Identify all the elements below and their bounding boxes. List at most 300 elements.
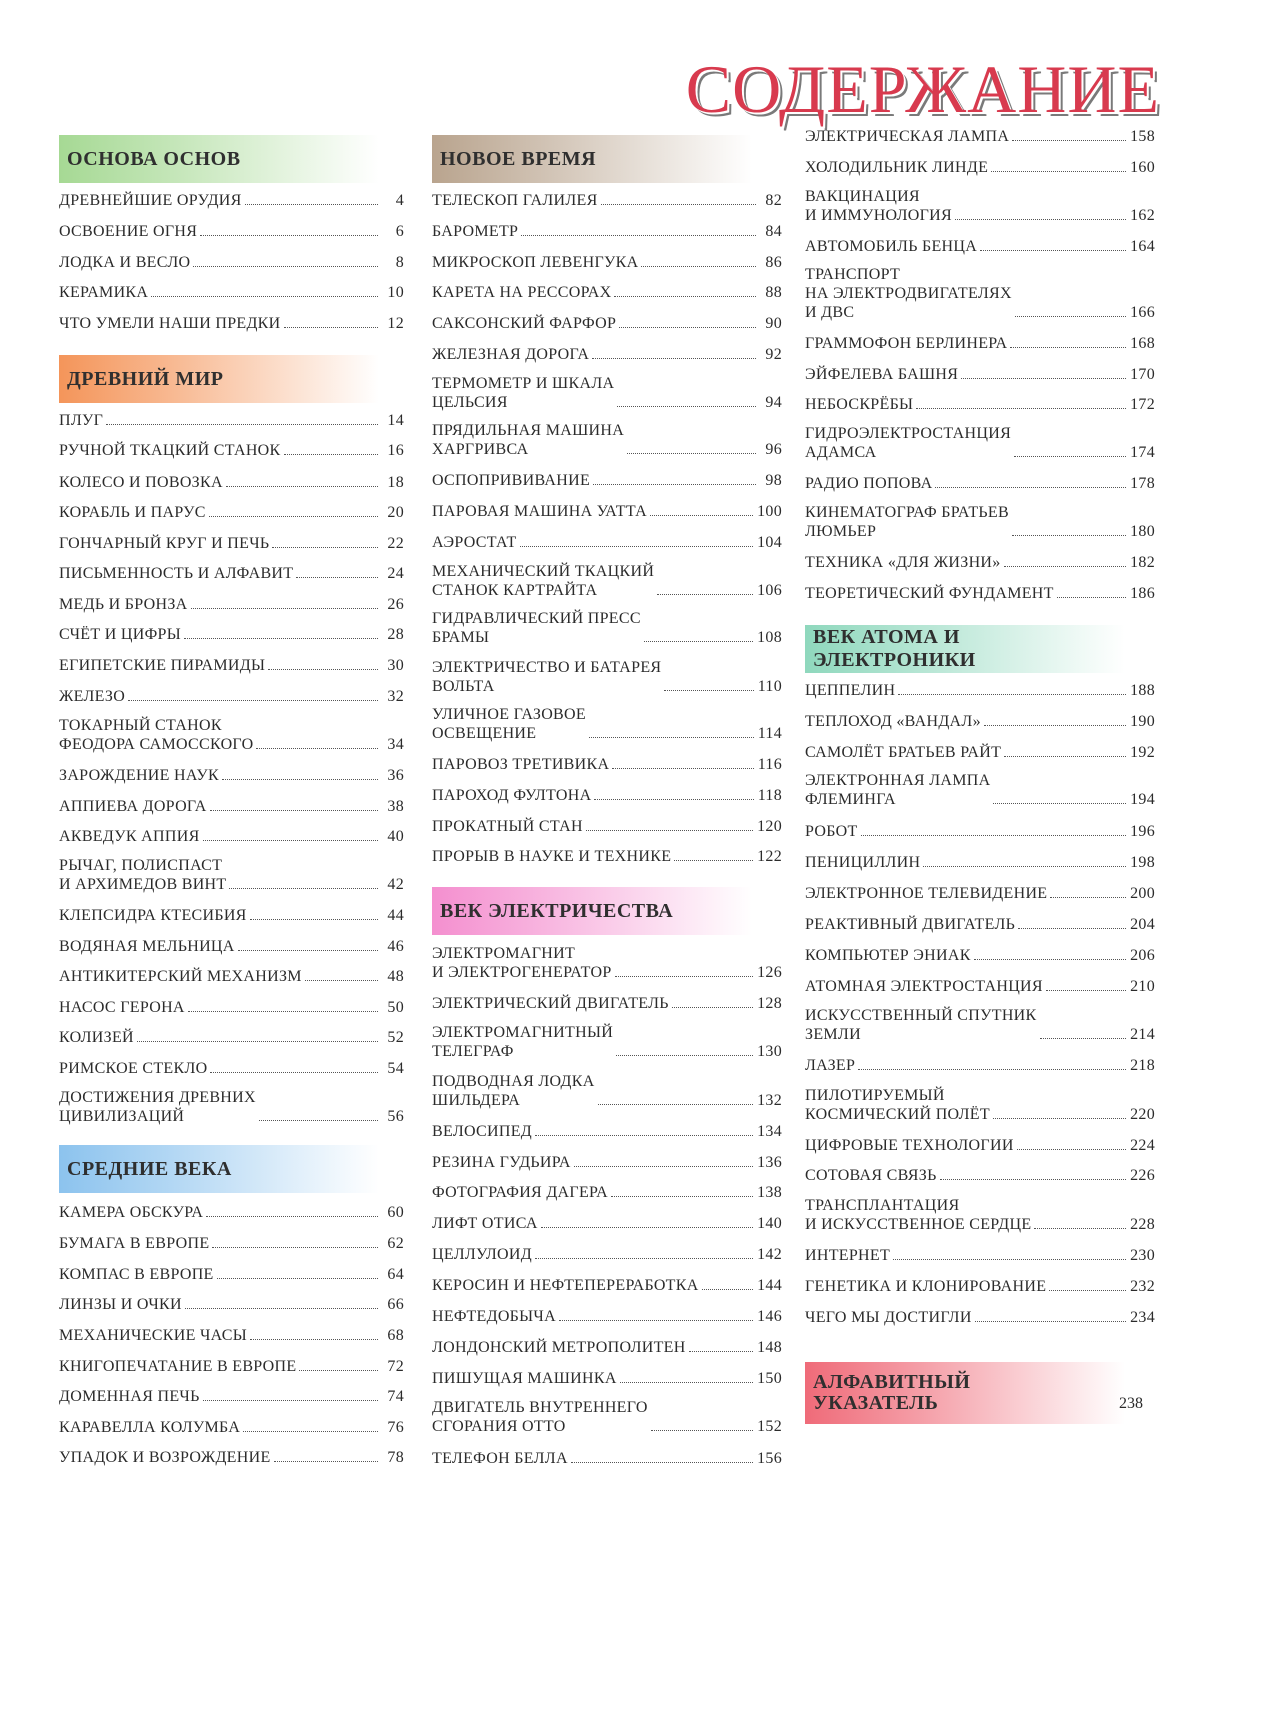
toc-entry-title: КОЛИЗЕЙ — [59, 1029, 134, 1046]
section-header-основа-основ[interactable] — [59, 135, 379, 183]
dot-leader — [1018, 928, 1126, 929]
section-header-новое-время[interactable] — [432, 135, 752, 183]
toc-entry-title: АППИЕВА ДОРОГА — [59, 798, 207, 815]
toc-entry-page: 34 — [387, 736, 404, 753]
dot-leader — [250, 919, 378, 920]
dot-leader — [980, 250, 1126, 251]
toc-entry[interactable] — [59, 503, 404, 522]
toc-entry[interactable] — [805, 424, 1155, 462]
toc-entry[interactable] — [805, 127, 1155, 146]
dot-leader — [1012, 535, 1126, 536]
dot-leader — [620, 1382, 753, 1383]
toc-entry-title: МИКРОСКОП ЛЕВЕНГУКА — [432, 254, 639, 271]
toc-entry-page: 10 — [387, 284, 404, 301]
toc-entry-title: УПАДОК И ВОЗРОЖДЕНИЕ — [59, 1449, 271, 1466]
toc-entry[interactable] — [432, 1122, 782, 1141]
toc-entry-page: 218 — [1130, 1057, 1155, 1074]
toc-entry[interactable] — [59, 191, 404, 210]
toc-entry-title: ПОДВОДНАЯ ЛОДКА ШИЛЬДЕРА — [432, 1073, 595, 1109]
toc-entry-title: КАРАВЕЛЛА КОЛУМБА — [59, 1419, 241, 1436]
toc-entry[interactable] — [432, 1183, 782, 1202]
toc-entry[interactable] — [59, 766, 404, 785]
dot-leader — [1012, 140, 1126, 141]
toc-entry[interactable] — [805, 334, 1155, 353]
toc-entry[interactable] — [805, 237, 1155, 256]
toc-entry-title: ТЕХНИКА «ДЛЯ ЖИЗНИ» — [805, 554, 1001, 571]
toc-entry[interactable] — [432, 1153, 782, 1172]
toc-entry[interactable] — [432, 562, 782, 600]
dot-leader — [614, 296, 756, 297]
toc-entry-page: 12 — [387, 315, 404, 332]
toc-entry-page: 162 — [1130, 207, 1155, 224]
dot-leader — [191, 608, 378, 609]
toc-entry-title: ЦЕЛЛУЛОИД — [432, 1246, 532, 1263]
toc-entry[interactable] — [805, 1086, 1155, 1124]
toc-entry-title: КОМПАС В ЕВРОПЕ — [59, 1266, 214, 1283]
dot-leader — [535, 1258, 753, 1259]
toc-entry-title: РОБОТ — [805, 823, 858, 840]
dot-leader — [203, 840, 378, 841]
toc-entry[interactable] — [59, 595, 404, 614]
toc-entry[interactable] — [59, 1234, 404, 1253]
toc-entry[interactable] — [432, 609, 782, 647]
dot-leader — [559, 1320, 753, 1321]
toc-entry-title: ЧЕГО МЫ ДОСТИГЛИ — [805, 1309, 972, 1326]
toc-entry-title: БУМАГА В ЕВРОПЕ — [59, 1235, 210, 1252]
toc-entry-title: БАРОМЕТР — [432, 223, 519, 240]
toc-entry-page: 32 — [387, 688, 404, 705]
toc-entry[interactable] — [59, 716, 404, 754]
toc-entry[interactable] — [432, 1369, 782, 1388]
dot-leader — [991, 171, 1126, 172]
dot-leader — [274, 1461, 378, 1462]
toc-entry-page: 98 — [765, 472, 782, 489]
toc-entry-title: ЭЛЕКТРОМАГНИТНЫЙ ТЕЛЕГРАФ — [432, 1024, 614, 1060]
dot-leader — [238, 950, 378, 951]
toc-entry[interactable] — [805, 1056, 1155, 1075]
toc-entry-title: ОСВОЕНИЕ ОГНЯ — [59, 223, 198, 240]
dot-leader — [916, 408, 1126, 409]
toc-entry[interactable] — [805, 977, 1155, 996]
toc-entry[interactable] — [59, 1265, 404, 1284]
toc-entry-title: НАСОС ГЕРОНА — [59, 999, 185, 1016]
dot-leader — [299, 1370, 378, 1371]
toc-entry-title: ЧТО УМЕЛИ НАШИ ПРЕДКИ — [59, 315, 281, 332]
toc-entry-title: ЭЛЕКТРОМАГНИТ И ЭЛЕКТРОГЕНЕРАТОР — [432, 945, 612, 981]
dot-leader — [650, 515, 753, 516]
toc-entry-title: ДВИГАТЕЛЬ ВНУТРЕННЕГО СГОРАНИЯ ОТТО — [432, 1399, 648, 1435]
toc-entry[interactable] — [432, 1276, 782, 1295]
dot-leader — [1004, 756, 1126, 757]
toc-entry[interactable] — [432, 471, 782, 490]
section-header-древний-мир[interactable] — [59, 355, 379, 403]
toc-entry-page: 138 — [757, 1184, 782, 1201]
toc-entry-title: ГЕНЕТИКА И КЛОНИРОВАНИЕ — [805, 1278, 1047, 1295]
toc-entry[interactable] — [805, 503, 1155, 541]
section-title: ВЕК АТОМА И ЭЛЕКТРОНИКИ — [813, 626, 976, 671]
dot-leader — [984, 725, 1126, 726]
toc-entry[interactable] — [432, 253, 782, 272]
toc-entry[interactable] — [432, 533, 782, 552]
toc-entry[interactable] — [805, 771, 1155, 809]
section-title: НОВОЕ ВРЕМЯ — [440, 147, 597, 170]
toc-entry[interactable] — [432, 755, 782, 774]
toc-entry-page: 74 — [387, 1388, 404, 1405]
toc-entry[interactable] — [805, 584, 1155, 603]
dot-leader — [210, 810, 378, 811]
dot-leader — [217, 1278, 378, 1279]
toc-entry[interactable] — [432, 421, 782, 459]
toc-entry[interactable] — [59, 283, 404, 302]
toc-entry-title: ЕГИПЕТСКИЕ ПИРАМИДЫ — [59, 657, 266, 674]
toc-entry-page: 228 — [1130, 1216, 1155, 1233]
toc-entry-page: 26 — [387, 596, 404, 613]
dot-leader — [222, 779, 378, 780]
dot-leader — [229, 888, 378, 889]
toc-entry[interactable] — [805, 1136, 1155, 1155]
dot-leader — [1040, 1038, 1127, 1039]
toc-entry-title: ТЕРМОМЕТР И ШКАЛА ЦЕЛЬСИЯ — [432, 375, 615, 411]
toc-entry-page: 194 — [1130, 791, 1155, 808]
toc-entry-title: АКВЕДУК АППИЯ — [59, 828, 200, 845]
toc-entry[interactable] — [432, 1449, 782, 1468]
toc-entry-title: КИНЕМАТОГРАФ БРАТЬЕВ ЛЮМЬЕР — [805, 504, 1009, 540]
toc-entry-title: НЕБОСКРЁБЫ — [805, 396, 914, 413]
toc-entry[interactable] — [805, 553, 1155, 572]
toc-entry[interactable] — [59, 1028, 404, 1047]
toc-entry[interactable] — [432, 817, 782, 836]
toc-entry-page: 86 — [765, 254, 782, 271]
dot-leader — [284, 454, 378, 455]
toc-entry[interactable] — [805, 395, 1155, 414]
toc-entry-title: ПЛУГ — [59, 412, 104, 429]
dot-leader — [188, 1011, 378, 1012]
toc-entry[interactable] — [805, 1196, 1155, 1234]
toc-entry-page: 168 — [1130, 335, 1155, 352]
toc-entry[interactable] — [805, 265, 1155, 322]
toc-entry-page: 128 — [757, 995, 782, 1012]
toc-entry-page: 152 — [757, 1418, 782, 1435]
toc-entry[interactable] — [432, 658, 782, 696]
toc-entry[interactable] — [59, 253, 404, 272]
toc-entry[interactable] — [59, 1448, 404, 1467]
toc-entry-title: ПЕНИЦИЛЛИН — [805, 854, 921, 871]
toc-entry[interactable] — [432, 847, 782, 866]
dot-leader — [209, 516, 378, 517]
index-page-number: 238 — [1119, 1395, 1143, 1412]
toc-entry[interactable] — [805, 743, 1155, 762]
toc-entry[interactable] — [432, 1245, 782, 1264]
toc-entry-title: УЛИЧНОЕ ГАЗОВОЕ ОСВЕЩЕНИЕ — [432, 706, 586, 742]
toc-entry[interactable] — [432, 705, 782, 743]
toc-entry-title: КОЛЕСО И ПОВОЗКА — [59, 474, 223, 491]
toc-entry-page: 122 — [757, 848, 782, 865]
toc-entry-page: 94 — [765, 394, 782, 411]
toc-entry-title: ЦЕППЕЛИН — [805, 682, 896, 699]
toc-entry[interactable] — [805, 474, 1155, 493]
toc-entry[interactable] — [432, 314, 782, 333]
toc-entry-title: ТЕЛЕСКОП ГАЛИЛЕЯ — [432, 192, 598, 209]
dot-leader — [657, 594, 753, 595]
toc-entry[interactable] — [59, 411, 404, 430]
dot-leader — [1034, 1228, 1126, 1229]
toc-entry[interactable] — [805, 822, 1155, 841]
toc-entry-page: 204 — [1130, 916, 1155, 933]
toc-entry-title: КАМЕРА ОБСКУРА — [59, 1204, 204, 1221]
toc-entry[interactable] — [805, 187, 1155, 225]
toc-entry-page: 146 — [757, 1308, 782, 1325]
toc-entry[interactable] — [432, 994, 782, 1013]
toc-entry-title: ТЕЛЕФОН БЕЛЛА — [432, 1450, 568, 1467]
toc-entry[interactable] — [59, 625, 404, 644]
dot-leader — [521, 235, 756, 236]
dot-leader — [993, 1118, 1126, 1119]
toc-entry-page: 232 — [1130, 1278, 1155, 1295]
toc-entry-title: МЕХАНИЧЕСКИЙ ТКАЦКИЙ СТАНОК КАРТРАЙТА — [432, 563, 655, 599]
toc-entry-page: 186 — [1130, 585, 1155, 602]
toc-entry-title: ПИЛОТИРУЕМЫЙ КОСМИЧЕСКИЙ ПОЛЁТ — [805, 1087, 990, 1123]
toc-entry[interactable] — [432, 283, 782, 302]
toc-entry[interactable] — [805, 946, 1155, 965]
toc-entry[interactable] — [59, 1088, 404, 1126]
toc-entry-page: 150 — [757, 1370, 782, 1387]
toc-entry[interactable] — [59, 1326, 404, 1345]
toc-entry[interactable] — [432, 222, 782, 241]
toc-entry[interactable] — [805, 1006, 1155, 1044]
toc-entry[interactable] — [432, 1214, 782, 1233]
toc-entry-title: АВТОМОБИЛЬ БЕНЦА — [805, 238, 978, 255]
toc-entry[interactable] — [432, 1307, 782, 1326]
toc-entry[interactable] — [59, 797, 404, 816]
toc-entry[interactable] — [805, 681, 1155, 700]
toc-entry-page: 68 — [387, 1327, 404, 1344]
toc-entry[interactable] — [59, 314, 404, 333]
dot-leader — [245, 204, 378, 205]
toc-entry-page: 178 — [1130, 475, 1155, 492]
section-header-средние-века[interactable] — [59, 1145, 379, 1193]
dot-leader — [1049, 1290, 1126, 1291]
toc-entry[interactable] — [59, 1418, 404, 1437]
toc-entry[interactable] — [805, 1166, 1155, 1185]
toc-entry-page: 4 — [395, 192, 404, 209]
toc-entry[interactable] — [805, 712, 1155, 731]
section-header-век-электричества[interactable] — [432, 887, 752, 935]
toc-entry[interactable] — [59, 473, 404, 492]
dot-leader — [598, 1104, 753, 1105]
toc-entry[interactable] — [805, 1277, 1155, 1296]
toc-entry-title: ИСКУССТВЕННЫЙ СПУТНИК ЗЕМЛИ — [805, 1007, 1037, 1043]
dot-leader — [611, 1196, 753, 1197]
section-header-век-атома-и-электроники[interactable] — [805, 625, 1125, 673]
toc-entry-title: ЖЕЛЕЗНАЯ ДОРОГА — [432, 346, 590, 363]
toc-entry-title: ЭЛЕКТРОННАЯ ЛАМПА ФЛЕМИНГА — [805, 772, 991, 808]
toc-entry[interactable] — [432, 1398, 782, 1436]
dot-leader — [226, 486, 378, 487]
toc-entry[interactable] — [432, 191, 782, 210]
toc-entry-title: ПРЯДИЛЬНАЯ МАШИНА ХАРГРИВСА — [432, 422, 625, 458]
dot-leader — [243, 1431, 378, 1432]
dot-leader — [651, 1430, 753, 1431]
toc-entry[interactable] — [805, 853, 1155, 872]
toc-entry[interactable] — [432, 786, 782, 805]
dot-leader — [256, 748, 378, 749]
dot-leader — [206, 1216, 378, 1217]
toc-entry-title: ЛИФТ ОТИСА — [432, 1215, 538, 1232]
dot-leader — [1010, 347, 1126, 348]
toc-entry[interactable] — [432, 1072, 782, 1110]
toc-entry-title: ГРАММОФОН БЕРЛИНЕРА — [805, 335, 1008, 352]
toc-entry-page: 6 — [395, 223, 404, 240]
toc-entry-title: ТРАНСПОРТ НА ЭЛЕКТРОДВИГАТЕЛЯХ И ДВС — [805, 266, 1012, 321]
toc-entry-title: ПАРОХОД ФУЛТОНА — [432, 787, 592, 804]
toc-entry-page: 120 — [757, 818, 782, 835]
toc-entry-title: АЭРОСТАТ — [432, 534, 517, 551]
toc-entry[interactable] — [805, 365, 1155, 384]
toc-entry-title: ГИДРОЭЛЕКТРОСТАНЦИЯ АДАМСА — [805, 425, 1012, 461]
toc-entry-title: ЭЛЕКТРИЧЕСТВО И БАТАРЕЯ ВОЛЬТА — [432, 659, 662, 695]
dot-leader — [935, 487, 1126, 488]
toc-entry-title: ПАРОВОЗ ТРЕТИВИКА — [432, 756, 610, 773]
dot-leader — [594, 799, 753, 800]
dot-leader — [641, 266, 756, 267]
toc-entry[interactable] — [59, 1357, 404, 1376]
dot-leader — [571, 1462, 753, 1463]
toc-entry-page: 226 — [1130, 1167, 1155, 1184]
toc-entry-title: ГОНЧАРНЫЙ КРУГ И ПЕЧЬ — [59, 535, 270, 552]
toc-entry-page: 14 — [387, 412, 404, 429]
dot-leader — [259, 1120, 378, 1121]
dot-leader — [200, 235, 378, 236]
toc-entry-title: АНТИКИТЕРСКИЙ МЕХАНИЗМ — [59, 968, 302, 985]
toc-entry-title: ИНТЕРНЕТ — [805, 1247, 891, 1264]
toc-entry-page: 200 — [1130, 885, 1155, 902]
dot-leader — [689, 1351, 754, 1352]
toc-entry-page: 220 — [1130, 1106, 1155, 1123]
toc-entry[interactable] — [59, 656, 404, 675]
dot-leader — [672, 1007, 753, 1008]
toc-entry-title: КОМПЬЮТЕР ЭНИАК — [805, 947, 971, 964]
toc-entry-page: 50 — [387, 999, 404, 1016]
toc-entry-title: РАДИО ПОПОВА — [805, 475, 933, 492]
toc-entry-title: ХОЛОДИЛЬНИК ЛИНДЕ — [805, 159, 989, 176]
dot-leader — [993, 803, 1126, 804]
toc-entry[interactable] — [432, 1338, 782, 1357]
toc-entry-page: 38 — [387, 798, 404, 815]
toc-entry-page: 36 — [387, 767, 404, 784]
toc-entry-page: 182 — [1130, 554, 1155, 571]
toc-entry[interactable] — [59, 564, 404, 583]
toc-entry[interactable] — [59, 1059, 404, 1078]
toc-entry-title: ТЕПЛОХОД «ВАНДАЛ» — [805, 713, 981, 730]
toc-entry[interactable] — [59, 967, 404, 986]
toc-entry[interactable] — [59, 827, 404, 846]
toc-entry[interactable] — [432, 374, 782, 412]
dot-leader — [612, 768, 753, 769]
toc-entry[interactable] — [432, 502, 782, 521]
toc-entry-page: 164 — [1130, 238, 1155, 255]
section-title: ОСНОВА ОСНОВ — [67, 147, 241, 170]
dot-leader — [592, 358, 756, 359]
toc-entry-page: 8 — [395, 254, 404, 271]
toc-entry[interactable] — [59, 1387, 404, 1406]
section-header-алфавитный-указатель[interactable] — [805, 1362, 1125, 1424]
toc-entry[interactable] — [805, 884, 1155, 903]
toc-entry-page: 40 — [387, 828, 404, 845]
toc-entry[interactable] — [59, 906, 404, 925]
toc-entry-page: 172 — [1130, 396, 1155, 413]
dot-leader — [1050, 897, 1126, 898]
toc-entry-page: 206 — [1130, 947, 1155, 964]
toc-entry[interactable] — [805, 1246, 1155, 1265]
toc-entry[interactable] — [432, 944, 782, 982]
toc-entry-page: 56 — [387, 1108, 404, 1125]
toc-entry-page: 46 — [387, 938, 404, 955]
toc-entry[interactable] — [59, 937, 404, 956]
toc-entry-page: 118 — [757, 787, 782, 804]
dot-leader — [589, 737, 754, 738]
dot-leader — [272, 547, 378, 548]
toc-entry-title: ГИДРАВЛИЧЕСКИЙ ПРЕСС БРАМЫ — [432, 610, 641, 646]
toc-entry[interactable] — [59, 441, 404, 460]
toc-entry[interactable] — [432, 345, 782, 364]
toc-entry-title: САКСОНСКИЙ ФАРФОР — [432, 315, 617, 332]
toc-entry-page: 126 — [757, 964, 782, 981]
dot-leader — [151, 296, 378, 297]
toc-entry-title: ВОДЯНАЯ МЕЛЬНИЦА — [59, 938, 235, 955]
toc-entry[interactable] — [59, 222, 404, 241]
toc-entry[interactable] — [59, 856, 404, 894]
toc-entry-page: 144 — [757, 1277, 782, 1294]
toc-entry[interactable] — [805, 158, 1155, 177]
toc-entry-title: ЭЛЕКТРОННОЕ ТЕЛЕВИДЕНИЕ — [805, 885, 1048, 902]
dot-leader — [858, 1069, 1126, 1070]
toc-entry-title: ЛАЗЕР — [805, 1057, 856, 1074]
toc-entry-title: ПРОРЫВ В НАУКЕ И ТЕХНИКЕ — [432, 848, 672, 865]
toc-entry-title: ЦИФРОВЫЕ ТЕХНОЛОГИИ — [805, 1137, 1014, 1154]
toc-entry-title: ЛОДКА И ВЕСЛО — [59, 254, 191, 271]
toc-entry[interactable] — [805, 915, 1155, 934]
toc-entry[interactable] — [59, 534, 404, 553]
toc-entry-page: 62 — [387, 1235, 404, 1252]
toc-entry[interactable] — [805, 1308, 1155, 1327]
toc-entry[interactable] — [432, 1023, 782, 1061]
toc-entry-page: 88 — [765, 284, 782, 301]
dot-leader — [627, 453, 756, 454]
toc-entry-title: ЛОНДОНСКИЙ МЕТРОПОЛИТЕН — [432, 1339, 686, 1356]
dot-leader — [861, 835, 1127, 836]
toc-entry-title: КАРЕТА НА РЕССОРАХ — [432, 284, 612, 301]
toc-entry[interactable] — [59, 998, 404, 1017]
toc-entry-page: 52 — [387, 1029, 404, 1046]
dot-leader — [137, 1041, 378, 1042]
toc-entry-page: 114 — [757, 725, 782, 742]
toc-entry-title: КОРАБЛЬ И ПАРУС — [59, 504, 206, 521]
dot-leader — [1015, 316, 1126, 317]
toc-entry-page: 42 — [387, 876, 404, 893]
dot-leader — [601, 204, 756, 205]
toc-entry[interactable] — [59, 1295, 404, 1314]
page-title: СОДЕРЖАНИЕ — [685, 51, 1160, 127]
toc-entry-page: 28 — [387, 626, 404, 643]
toc-entry[interactable] — [59, 687, 404, 706]
toc-entry-title: ДРЕВНЕЙШИЕ ОРУДИЯ — [59, 192, 242, 209]
toc-entry-page: 142 — [757, 1246, 782, 1263]
toc-entry-page: 230 — [1130, 1247, 1155, 1264]
toc-entry[interactable] — [59, 1203, 404, 1222]
toc-entry-title: МЕХАНИЧЕСКИЕ ЧАСЫ — [59, 1327, 247, 1344]
dot-leader — [975, 1321, 1126, 1322]
toc-entry-page: 76 — [387, 1419, 404, 1436]
